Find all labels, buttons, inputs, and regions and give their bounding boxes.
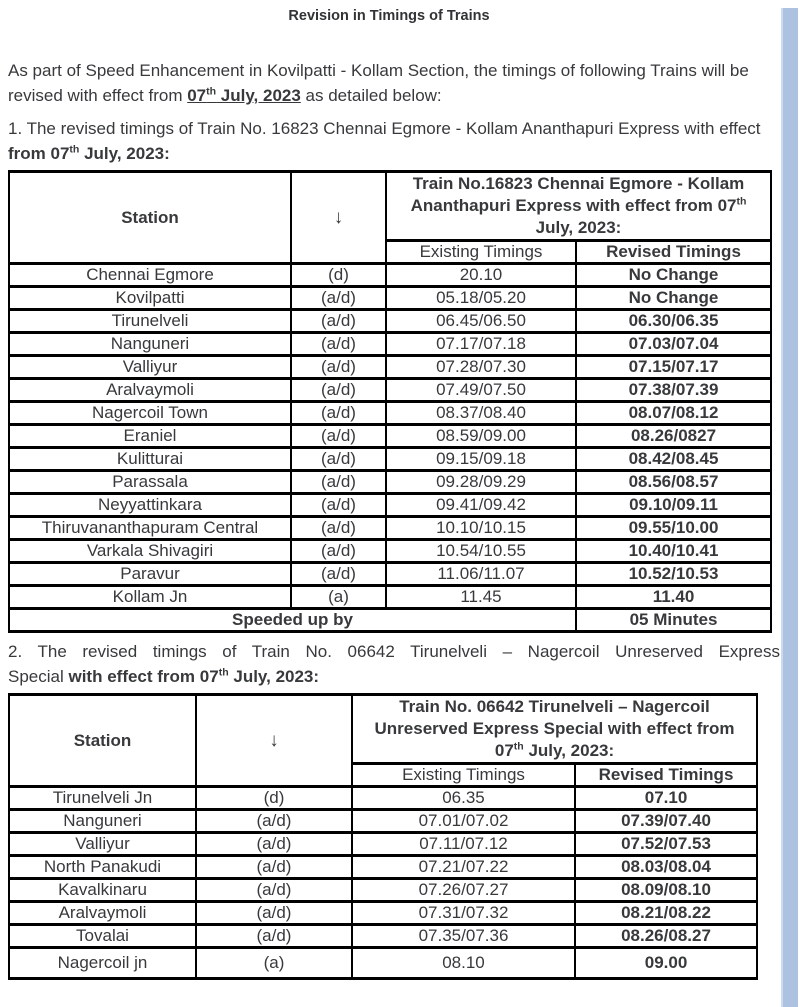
intro-text-after: as detailed below: xyxy=(300,86,442,105)
station-cell: Nanguneri xyxy=(9,810,196,833)
train-name-date-rest: July, 2023: xyxy=(523,741,615,760)
stop-type-cell: (a/d) xyxy=(291,563,386,586)
revised-timing-cell: 08.03/08.04 xyxy=(575,856,757,879)
intro-paragraph xyxy=(8,58,780,108)
existing-timing-cell: 07.49/07.50 xyxy=(386,379,576,402)
table-row xyxy=(9,879,757,902)
station-cell: Kavalkinaru xyxy=(9,879,196,902)
station-cell: Parassala xyxy=(9,471,291,494)
existing-timing-cell: 11.45 xyxy=(386,586,576,609)
stop-type-cell: (a/d) xyxy=(291,494,386,517)
stop-type-cell: (a/d) xyxy=(291,402,386,425)
existing-timing-cell: 06.45/06.50 xyxy=(386,310,576,333)
date-ordinal-suffix: th xyxy=(736,195,747,208)
page-title: Revision in Timings of Trains xyxy=(288,8,490,24)
table-row xyxy=(9,471,771,494)
table-row xyxy=(9,425,771,448)
stop-type-cell: (a/d) xyxy=(291,540,386,563)
section2-text-line1: 2. The revised timings of Train No. 06642 Tirunelveli – Nagercoil Unreserved Express xyxy=(8,642,780,661)
revised-timing-cell: 08.26/0827 xyxy=(576,425,771,448)
date-ordinal-suffix: th xyxy=(513,740,524,753)
stop-type-cell: (a/d) xyxy=(291,517,386,540)
existing-timing-cell: 09.15/09.18 xyxy=(386,448,576,471)
revised-timing-cell: 11.40 xyxy=(576,586,771,609)
revised-timing-cell: 07.15/07.17 xyxy=(576,356,771,379)
section1-date: from 07 xyxy=(8,144,70,163)
existing-timing-cell: 07.31/07.32 xyxy=(352,902,575,925)
table-row xyxy=(9,787,757,810)
existing-timing-cell: 07.01/07.02 xyxy=(352,810,575,833)
train-name-header xyxy=(352,695,757,764)
station-cell: Nagercoil Town xyxy=(9,402,291,425)
existing-timing-cell: 05.18/05.20 xyxy=(386,287,576,310)
section1-date-rest: July, 2023: xyxy=(79,144,170,163)
effective-date-rest: July, 2023 xyxy=(216,86,301,105)
revised-timing-cell: 08.56/08.57 xyxy=(576,471,771,494)
existing-timing-cell: 10.10/10.15 xyxy=(386,517,576,540)
speedup-summary-row xyxy=(9,609,771,632)
station-cell: Aralvaymoli xyxy=(9,379,291,402)
stop-type-cell: (a/d) xyxy=(291,448,386,471)
table-row xyxy=(9,448,771,471)
revised-timing-cell: 07.03/07.04 xyxy=(576,333,771,356)
section2-text-line2: Special xyxy=(8,667,69,686)
station-column-header: Station xyxy=(9,695,196,787)
revised-timing-cell: 07.52/07.53 xyxy=(575,833,757,856)
revised-timing-cell: 09.55/10.00 xyxy=(576,517,771,540)
existing-timing-cell: 09.41/09.42 xyxy=(386,494,576,517)
table-row xyxy=(9,379,771,402)
existing-timing-cell: 06.35 xyxy=(352,787,575,810)
existing-timing-cell: 07.17/07.18 xyxy=(386,333,576,356)
station-cell: Aralvaymoli xyxy=(9,902,196,925)
existing-timing-cell: 07.11/07.12 xyxy=(352,833,575,856)
station-cell: Varkala Shivagiri xyxy=(9,540,291,563)
stop-type-cell: (a/d) xyxy=(196,902,352,925)
revised-timing-cell: 09.10/09.11 xyxy=(576,494,771,517)
station-cell: Kollam Jn xyxy=(9,586,291,609)
stop-type-cell: (a/d) xyxy=(291,425,386,448)
station-cell: Tovalai xyxy=(9,925,196,948)
station-cell: Thiruvananthapuram Central xyxy=(9,517,291,540)
existing-timing-cell: 08.10 xyxy=(352,948,575,979)
existing-timing-cell: 11.06/11.07 xyxy=(386,563,576,586)
revised-timing-cell: 08.26/08.27 xyxy=(575,925,757,948)
stop-type-cell: (a/d) xyxy=(291,471,386,494)
revised-timing-cell: 08.21/08.22 xyxy=(575,902,757,925)
station-column-header: Station xyxy=(9,172,291,264)
station-cell: Tirunelveli Jn xyxy=(9,787,196,810)
down-arrow-icon: ↓ xyxy=(291,172,386,264)
station-cell: Chennai Egmore xyxy=(9,264,291,287)
station-cell: Kovilpatti xyxy=(9,287,291,310)
stop-type-cell: (a/d) xyxy=(291,356,386,379)
existing-timing-cell: 10.54/10.55 xyxy=(386,540,576,563)
stop-type-cell: (a/d) xyxy=(196,810,352,833)
existing-timing-cell: 07.26/07.27 xyxy=(352,879,575,902)
speedup-label: Speeded up by xyxy=(9,609,576,632)
stop-type-cell: (a/d) xyxy=(196,879,352,902)
station-cell: Tirunelveli xyxy=(9,310,291,333)
table-row xyxy=(9,356,771,379)
revised-timing-cell: 09.00 xyxy=(575,948,757,979)
revised-timing-cell: No Change xyxy=(576,287,771,310)
stop-type-cell: (d) xyxy=(291,264,386,287)
station-cell: Kulitturai xyxy=(9,448,291,471)
intro-text: As part of Speed Enhancement in Kovilpatti - Kollam Section, the timings of following Trains will be revised with effect from xyxy=(8,61,749,105)
existing-timings-header: Existing Timings xyxy=(386,241,576,264)
train-name-text: Train No.16823 Chennai Egmore - Kollam Ananthapuri Express with effect from 07 xyxy=(410,174,745,215)
section2-heading xyxy=(8,639,780,689)
stop-type-cell: (a) xyxy=(196,948,352,979)
scrollbar[interactable] xyxy=(781,8,798,1007)
section2-date-rest: July, 2023: xyxy=(228,667,320,686)
table-row xyxy=(9,586,771,609)
table-row xyxy=(9,540,771,563)
table-row xyxy=(9,925,757,948)
table-row xyxy=(9,310,771,333)
station-cell: Neyyattinkara xyxy=(9,494,291,517)
existing-timing-cell: 07.21/07.22 xyxy=(352,856,575,879)
existing-timing-cell: 07.28/07.30 xyxy=(386,356,576,379)
train-name-text: Train No. 06642 Tirunelveli – Nagercoil Unreserved Express Special with effect from 07 xyxy=(374,697,735,760)
date-ordinal-suffix: th xyxy=(206,85,217,98)
train-06642-timings-table xyxy=(8,693,758,980)
table-row xyxy=(9,517,771,540)
revised-timings-header: Revised Timings xyxy=(576,241,771,264)
station-cell: Valliyur xyxy=(9,356,291,379)
stop-type-cell: (a/d) xyxy=(291,310,386,333)
stop-type-cell: (a/d) xyxy=(291,287,386,310)
train-name-date-rest: July, 2023: xyxy=(535,218,622,237)
table-row xyxy=(9,333,771,356)
revised-timing-cell: 07.39/07.40 xyxy=(575,810,757,833)
table-row xyxy=(9,833,757,856)
table-row xyxy=(9,402,771,425)
revised-timing-cell: 06.30/06.35 xyxy=(576,310,771,333)
stop-type-cell: (a/d) xyxy=(196,833,352,856)
station-cell: Paravur xyxy=(9,563,291,586)
revised-timing-cell: 08.07/08.12 xyxy=(576,402,771,425)
existing-timing-cell: 07.35/07.36 xyxy=(352,925,575,948)
revised-timing-cell: 08.42/08.45 xyxy=(576,448,771,471)
stop-type-cell: (a/d) xyxy=(291,333,386,356)
station-cell: Valliyur xyxy=(9,833,196,856)
effective-date: 07 xyxy=(187,86,207,105)
revised-timing-cell: No Change xyxy=(576,264,771,287)
document-body xyxy=(0,8,788,980)
stop-type-cell: (a/d) xyxy=(196,925,352,948)
down-arrow-icon: ↓ xyxy=(196,695,352,787)
table-row xyxy=(9,902,757,925)
station-cell: Eraniel xyxy=(9,425,291,448)
existing-timings-header: Existing Timings xyxy=(352,764,575,787)
existing-timing-cell: 09.28/09.29 xyxy=(386,471,576,494)
section1-heading xyxy=(8,116,780,166)
station-cell: Nagercoil jn xyxy=(9,948,196,979)
speedup-value: 05 Minutes xyxy=(576,609,771,632)
table-row xyxy=(9,287,771,310)
table-row xyxy=(9,856,757,879)
table-row xyxy=(9,948,757,979)
revised-timing-cell: 10.40/10.41 xyxy=(576,540,771,563)
section2-date: with effect from 07 xyxy=(68,667,219,686)
train-16823-timings-table xyxy=(8,170,772,633)
existing-timing-cell: 08.59/09.00 xyxy=(386,425,576,448)
table-row xyxy=(9,563,771,586)
existing-timing-cell: 20.10 xyxy=(386,264,576,287)
table-row xyxy=(9,494,771,517)
train-name-header xyxy=(386,172,771,241)
revised-timings-header: Revised Timings xyxy=(575,764,757,787)
table-row xyxy=(9,264,771,287)
revised-timing-cell: 08.09/08.10 xyxy=(575,879,757,902)
revised-timing-cell: 07.10 xyxy=(575,787,757,810)
stop-type-cell: (d) xyxy=(196,787,352,810)
revised-timing-cell: 07.38/07.39 xyxy=(576,379,771,402)
date-ordinal-suffix: th xyxy=(218,666,229,679)
section1-text: 1. The revised timings of Train No. 16823 Chennai Egmore - Kollam Ananthapuri Express with effect xyxy=(8,119,761,138)
table-row xyxy=(9,810,757,833)
revised-timing-cell: 10.52/10.53 xyxy=(576,563,771,586)
date-ordinal-suffix: th xyxy=(69,143,80,156)
stop-type-cell: (a/d) xyxy=(291,379,386,402)
existing-timing-cell: 08.37/08.40 xyxy=(386,402,576,425)
station-cell: Nanguneri xyxy=(9,333,291,356)
stop-type-cell: (a/d) xyxy=(196,856,352,879)
stop-type-cell: (a) xyxy=(291,586,386,609)
station-cell: North Panakudi xyxy=(9,856,196,879)
